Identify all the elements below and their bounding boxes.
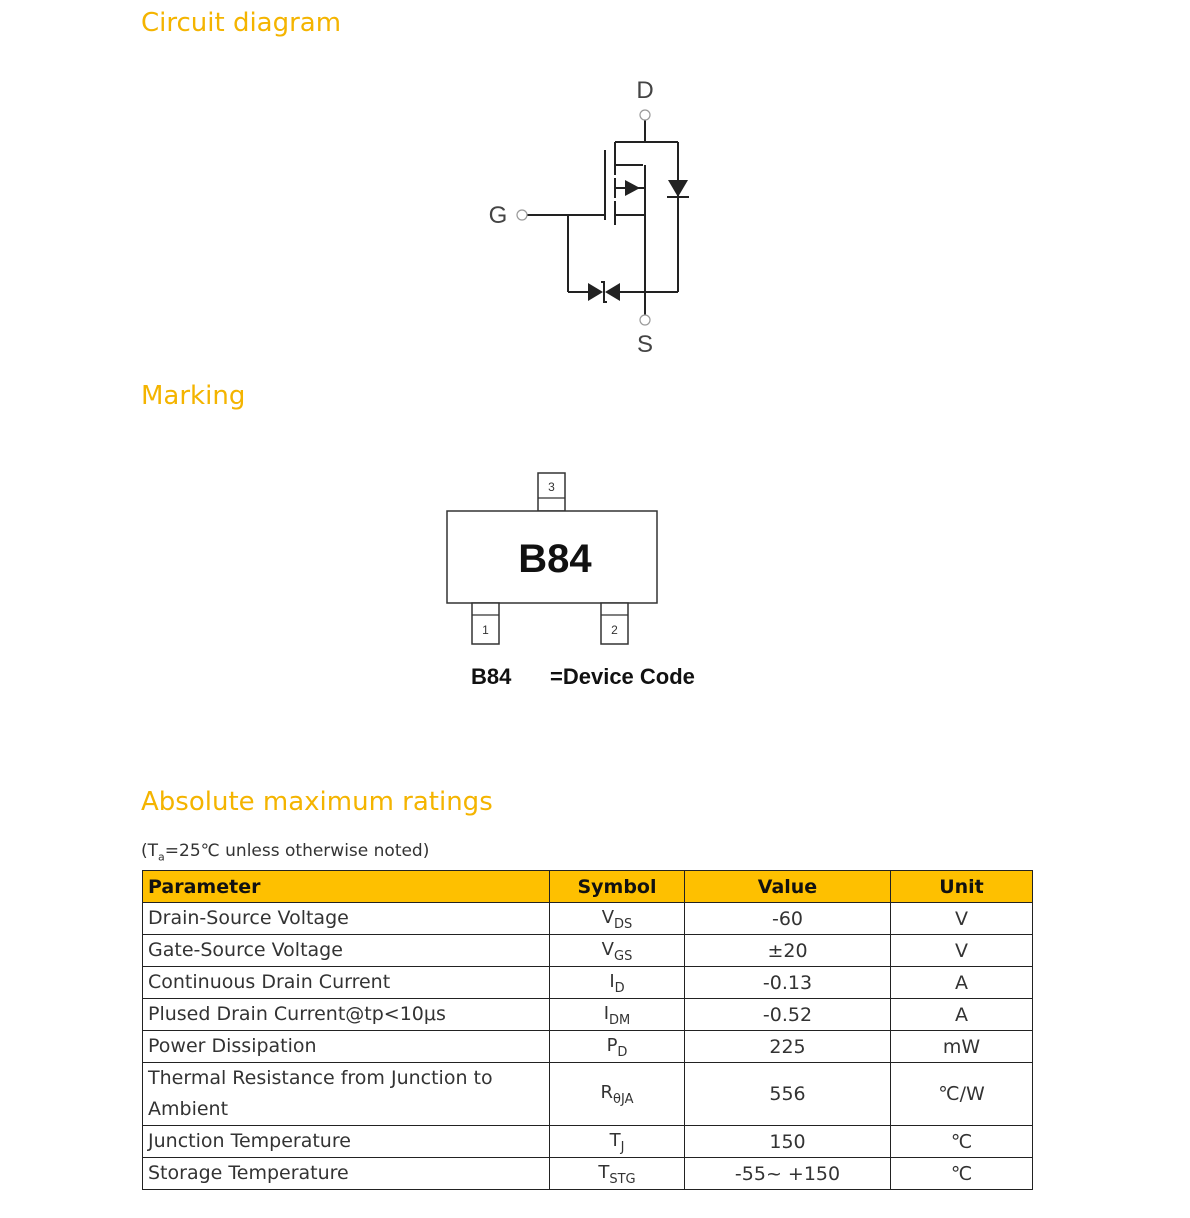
source-pin-label: S — [636, 331, 654, 358]
value-cell: -55~ +150 — [685, 1158, 891, 1190]
symbol-cell: $T_{STG}$ — [550, 1158, 685, 1190]
pin2-label: 2 — [611, 623, 618, 637]
package-marking-diagram — [440, 465, 740, 695]
header-symbol: Symbol — [550, 871, 685, 903]
table-row — [143, 1063, 1033, 1126]
circuit-diagram-title: Circuit diagram — [141, 8, 342, 38]
parameter-cell: Junction Temperature — [143, 1126, 550, 1158]
value-cell: -0.13 — [685, 967, 891, 999]
parameter-cell: Storage Temperature — [143, 1158, 550, 1190]
table-row — [143, 1126, 1033, 1158]
table-row — [143, 1158, 1033, 1190]
symbol-cell: $V_{DS}$ — [550, 903, 685, 935]
pin3-label: 3 — [548, 480, 555, 494]
value-cell: 150 — [685, 1126, 891, 1158]
symbol-cell: $I_D$ — [550, 967, 685, 999]
table-row — [143, 935, 1033, 967]
table-row — [143, 967, 1033, 999]
value-cell: 556 — [685, 1063, 891, 1126]
table-row — [143, 903, 1033, 935]
device-marking-code: B84 — [518, 537, 592, 581]
value-cell: -0.52 — [685, 999, 891, 1031]
symbol-cell: $V_{GS}$ — [550, 935, 685, 967]
header-unit: Unit — [891, 871, 1033, 903]
test-conditions-note: ($T_a=25℃$ unless otherwise noted) — [141, 841, 430, 864]
header-value: Value — [685, 871, 891, 903]
parameter-cell: Power Dissipation — [143, 1031, 550, 1063]
drain-pin-label: D — [636, 77, 654, 104]
legend-device-code: B84 — [471, 664, 512, 689]
pin1-label: 1 — [482, 623, 489, 637]
value-cell: ±20 — [685, 935, 891, 967]
gate-pin-label: G — [488, 202, 508, 229]
unit-cell: A — [891, 999, 1033, 1031]
symbol-cell: $P_D$ — [550, 1031, 685, 1063]
unit-cell: V — [891, 903, 1033, 935]
table-header-row — [143, 871, 1033, 903]
table-row — [143, 999, 1033, 1031]
unit-cell: ℃/W — [891, 1063, 1033, 1126]
symbol-cell: $R_{\theta JA}$ — [550, 1063, 685, 1126]
table-row — [143, 1031, 1033, 1063]
mosfet-circuit-diagram — [470, 70, 710, 360]
parameter-cell: Thermal Resistance from Junction to Ambient — [143, 1063, 550, 1126]
absolute-maximum-ratings-title: Absolute maximum ratings — [141, 787, 493, 817]
parameter-cell: Drain-Source Voltage — [143, 903, 550, 935]
parameter-cell: Plused Drain Current@tp<10μs — [143, 999, 550, 1031]
unit-cell: V — [891, 935, 1033, 967]
legend-description: =Device Code — [550, 664, 695, 689]
symbol-cell: $I_{DM}$ — [550, 999, 685, 1031]
value-cell: -60 — [685, 903, 891, 935]
header-parameter: Parameter — [143, 871, 550, 903]
parameter-cell: Gate-Source Voltage — [143, 935, 550, 967]
parameter-cell: Continuous Drain Current — [143, 967, 550, 999]
unit-cell: ℃ — [891, 1158, 1033, 1190]
absolute-maximum-ratings-table — [142, 870, 1033, 1190]
unit-cell: ℃ — [891, 1126, 1033, 1158]
value-cell: 225 — [685, 1031, 891, 1063]
unit-cell: mW — [891, 1031, 1033, 1063]
symbol-cell: $T_J$ — [550, 1126, 685, 1158]
unit-cell: A — [891, 967, 1033, 999]
marking-title: Marking — [141, 381, 246, 411]
